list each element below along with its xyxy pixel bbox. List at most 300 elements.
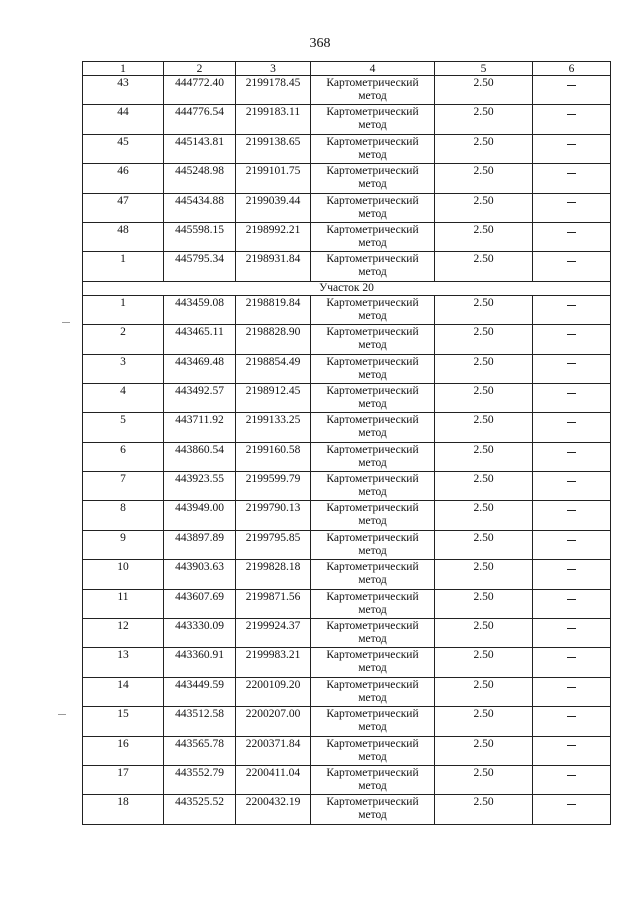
method-line-1: Картометрический [326,737,419,750]
method-cell [311,413,435,442]
y-coordinate-text: 2199983.21 [245,649,301,662]
x-coordinate [164,736,236,765]
point-number-text: 14 [117,678,129,691]
y-coordinate-text: 2199133.25 [245,414,301,427]
point-number [83,677,164,706]
x-coordinate [164,530,236,559]
point-number [83,707,164,736]
method-line-1: Картометрический [326,502,419,515]
point-number-text: 47 [117,194,129,207]
dash-mark [533,560,610,574]
accuracy-value [435,530,533,559]
point-number-text: 48 [117,223,129,236]
y-coordinate [236,193,311,222]
point-number [83,619,164,648]
method-line-1: Картометрический [326,678,419,691]
x-coordinate-text: 443465.11 [175,326,224,339]
note-cell [533,193,611,222]
dash-line [567,510,576,511]
accuracy-value-text: 2.50 [473,590,494,603]
point-number-text: 1 [120,296,126,309]
point-number [83,530,164,559]
method-line-1: Картометрический [326,620,419,633]
table-row [83,472,611,501]
method-line-2: метод [358,207,387,220]
point-number [83,765,164,794]
accuracy-value [435,765,533,794]
point-number [83,589,164,618]
y-coordinate [236,325,311,354]
method-text [311,590,434,617]
dash-line [567,687,576,688]
method-line-2: метод [358,633,387,646]
method-line-1: Картометрический [326,766,419,779]
point-number-text: 10 [117,561,129,574]
dash-line [567,716,576,717]
method-line-1: Картометрический [326,708,419,721]
method-cell [311,164,435,193]
accuracy-value-text: 2.50 [473,384,494,397]
y-coordinate [236,648,311,677]
accuracy-value-text: 2.50 [473,766,494,779]
dash-mark [533,355,610,369]
accuracy-value-text: 2.50 [473,708,494,721]
x-coordinate-text: 443711.92 [175,414,224,427]
method-line-2: метод [358,544,387,557]
accuracy-value [435,413,533,442]
point-number-text: 16 [117,737,129,750]
table-row [83,501,611,530]
accuracy-value-text: 2.50 [473,326,494,339]
table-row [83,222,611,251]
y-coordinate [236,354,311,383]
point-number-text: 8 [120,502,126,515]
method-line-1: Картометрический [326,165,419,178]
method-text [311,252,434,279]
x-coordinate [164,589,236,618]
accuracy-value-text: 2.50 [473,296,494,309]
table-row [83,354,611,383]
accuracy-value [435,76,533,105]
method-line-2: метод [358,456,387,469]
point-number-text: 15 [117,708,129,721]
method-line-2: метод [358,750,387,763]
point-number-text: 5 [120,414,126,427]
method-line-1: Картометрический [326,135,419,148]
method-text [311,707,434,734]
accuracy-value [435,442,533,471]
method-cell [311,193,435,222]
table-row [83,795,611,824]
table-row [83,413,611,442]
dash-mark [533,164,610,178]
accuracy-value-text: 2.50 [473,737,494,750]
scan-artifact-mark [58,714,66,715]
y-coordinate-text: 2199599.79 [245,473,301,486]
method-text [311,472,434,499]
dash-mark [533,766,610,780]
x-coordinate-text: 445795.34 [175,253,224,266]
dash-line [567,85,576,86]
method-text [311,648,434,675]
method-line-2: метод [358,397,387,410]
y-coordinate-text: 2198819.84 [245,296,301,309]
dash-mark [533,135,610,149]
method-line-1: Картометрический [326,384,419,397]
y-coordinate-text: 2198992.21 [245,223,301,236]
note-cell [533,765,611,794]
note-cell [533,295,611,324]
y-coordinate-text: 2199138.65 [245,135,301,148]
dash-line [567,305,576,306]
note-cell [533,252,611,281]
method-line-1: Картометрический [326,414,419,427]
x-coordinate [164,105,236,134]
y-coordinate-text: 2199160.58 [245,443,301,456]
y-coordinate-text: 2200109.20 [245,678,301,691]
table-row [83,164,611,193]
accuracy-value [435,134,533,163]
table-row [83,736,611,765]
method-line-2: метод [358,266,387,279]
x-coordinate-text: 443512.58 [175,708,224,721]
x-coordinate [164,560,236,589]
accuracy-value-text: 2.50 [473,194,494,207]
x-coordinate-text: 445143.81 [175,135,224,148]
accuracy-value [435,736,533,765]
method-line-1: Картометрический [326,77,419,89]
x-coordinate [164,164,236,193]
note-cell [533,736,611,765]
method-line-1: Картометрический [326,531,419,544]
method-line-1: Картометрический [326,355,419,368]
method-line-2: метод [358,691,387,704]
dash-line [567,569,576,570]
method-cell [311,252,435,281]
dash-line [567,599,576,600]
method-cell [311,325,435,354]
y-coordinate-text: 2198912.45 [245,384,301,397]
dash-line [567,657,576,658]
y-coordinate [236,795,311,824]
x-coordinate [164,501,236,530]
point-number-text: 43 [117,77,129,89]
x-coordinate [164,295,236,324]
point-number [83,383,164,412]
point-number [83,325,164,354]
x-coordinate-text: 443897.89 [175,531,224,544]
table-row [83,325,611,354]
method-cell [311,472,435,501]
y-coordinate-text: 2199871.56 [245,590,301,603]
point-number-text: 45 [117,135,129,148]
method-line-2: метод [358,368,387,381]
note-cell [533,354,611,383]
method-text [311,795,434,822]
method-cell [311,707,435,736]
x-coordinate [164,677,236,706]
x-coordinate-text: 443860.54 [175,443,224,456]
y-coordinate [236,413,311,442]
point-number-text: 3 [120,355,126,368]
method-line-2: метод [358,236,387,249]
accuracy-value [435,164,533,193]
x-coordinate [164,134,236,163]
dash-line [567,363,576,364]
note-cell [533,472,611,501]
note-cell [533,383,611,412]
x-coordinate-text: 443903.63 [175,561,224,574]
y-coordinate [236,501,311,530]
method-line-2: метод [358,574,387,587]
table-row [83,677,611,706]
x-coordinate-text: 444772.40 [175,77,224,89]
method-text [311,223,434,250]
dash-mark [533,76,610,90]
point-number [83,252,164,281]
accuracy-value-text: 2.50 [473,678,494,691]
accuracy-value [435,589,533,618]
x-coordinate-text: 445434.88 [175,194,224,207]
dash-mark [533,413,610,427]
accuracy-value-text: 2.50 [473,77,494,89]
column-header-2: 2 [164,62,236,76]
x-coordinate [164,765,236,794]
dash-mark [533,619,610,633]
x-coordinate [164,413,236,442]
point-number-text: 13 [117,649,129,662]
point-number [83,295,164,324]
y-coordinate [236,222,311,251]
dash-line [567,261,576,262]
method-text [311,384,434,411]
y-coordinate [236,134,311,163]
method-text [311,678,434,705]
accuracy-value-text: 2.50 [473,531,494,544]
x-coordinate [164,222,236,251]
table-row [83,589,611,618]
note-cell [533,589,611,618]
table-header [83,62,611,76]
y-coordinate-text: 2200411.04 [245,766,301,779]
note-cell [533,76,611,105]
dash-mark [533,443,610,457]
accuracy-value [435,383,533,412]
dash-line [567,202,576,203]
method-line-2: метод [358,721,387,734]
accuracy-value [435,648,533,677]
method-cell [311,736,435,765]
y-coordinate [236,589,311,618]
table-row [83,134,611,163]
y-coordinate [236,707,311,736]
note-cell [533,105,611,134]
y-coordinate-text: 2200371.84 [245,737,301,750]
dash-line [567,745,576,746]
accuracy-value-text: 2.50 [473,355,494,368]
dash-line [567,334,576,335]
x-coordinate [164,472,236,501]
method-text [311,766,434,793]
method-cell [311,589,435,618]
x-coordinate-text: 443607.69 [175,590,224,603]
point-number [83,442,164,471]
method-text [311,737,434,764]
y-coordinate-text: 2200432.19 [245,796,301,809]
point-number-text: 4 [120,384,126,397]
note-cell [533,677,611,706]
method-line-2: метод [358,119,387,132]
table-row [83,193,611,222]
note-cell [533,134,611,163]
y-coordinate-text: 2199039.44 [245,194,301,207]
method-text [311,296,434,323]
x-coordinate-text: 443449.59 [175,678,224,691]
method-cell [311,795,435,824]
table-row [83,707,611,736]
point-number [83,222,164,251]
x-coordinate [164,707,236,736]
method-text [311,531,434,558]
dash-line [567,452,576,453]
method-text [311,443,434,470]
point-number [83,501,164,530]
accuracy-value [435,193,533,222]
note-cell [533,222,611,251]
accuracy-value-text: 2.50 [473,473,494,486]
dash-mark [533,707,610,721]
accuracy-value-text: 2.50 [473,561,494,574]
dash-mark [533,472,610,486]
page-number: 368 [309,36,331,51]
dash-mark [533,531,610,545]
y-coordinate-text: 2199828.18 [245,561,301,574]
y-coordinate [236,383,311,412]
section-row [83,281,611,295]
note-cell [533,795,611,824]
point-number [83,76,164,105]
point-number [83,413,164,442]
point-number-text: 17 [117,766,129,779]
method-text [311,164,434,191]
accuracy-value-text: 2.50 [473,253,494,266]
table-row [83,648,611,677]
accuracy-value [435,707,533,736]
table-body [83,76,611,825]
method-cell [311,295,435,324]
dash-line [567,628,576,629]
method-line-1: Картометрический [326,796,419,809]
method-line-2: метод [358,178,387,191]
y-coordinate [236,530,311,559]
note-cell [533,707,611,736]
column-header-6: 6 [533,62,611,76]
method-cell [311,383,435,412]
point-number-text: 46 [117,165,129,178]
x-coordinate [164,619,236,648]
y-coordinate [236,472,311,501]
y-coordinate [236,677,311,706]
x-coordinate-text: 443923.55 [175,473,224,486]
accuracy-value-text: 2.50 [473,620,494,633]
note-cell [533,560,611,589]
dash-line [567,144,576,145]
method-cell [311,501,435,530]
method-line-1: Картометрический [326,253,419,266]
x-coordinate-text: 445248.98 [175,165,224,178]
y-coordinate-text: 2199101.75 [245,165,301,178]
x-coordinate-text: 443330.09 [175,620,224,633]
point-number-text: 6 [120,443,126,456]
dash-line [567,775,576,776]
column-header-4: 4 [311,62,435,76]
dash-mark [533,590,610,604]
accuracy-value [435,795,533,824]
accuracy-value [435,619,533,648]
dash-mark [533,223,610,237]
point-number-text: 2 [120,326,126,339]
point-number-text: 12 [117,620,129,633]
method-line-1: Картометрический [326,561,419,574]
dash-line [567,804,576,805]
method-cell [311,619,435,648]
y-coordinate [236,76,311,105]
column-header-1: 1 [83,62,164,76]
y-coordinate-text: 2199795.85 [245,531,301,544]
accuracy-value-text: 2.50 [473,414,494,427]
method-cell [311,765,435,794]
x-coordinate-text: 443552.79 [175,766,224,779]
x-coordinate [164,648,236,677]
y-coordinate-text: 2199178.45 [245,77,301,89]
table-row [83,295,611,324]
method-line-1: Картометрический [326,194,419,207]
dash-mark [533,795,610,809]
note-cell [533,501,611,530]
method-line-2: метод [358,148,387,161]
method-line-2: метод [358,603,387,616]
y-coordinate [236,105,311,134]
method-cell [311,530,435,559]
method-line-2: метод [358,486,387,499]
method-line-2: метод [358,515,387,528]
method-line-1: Картометрический [326,296,419,309]
x-coordinate-text: 443492.57 [175,384,224,397]
point-number-text: 9 [120,531,126,544]
y-coordinate [236,765,311,794]
point-number-text: 44 [117,106,129,119]
x-coordinate [164,354,236,383]
y-coordinate-text: 2199790.13 [245,502,301,515]
note-cell [533,164,611,193]
method-line-1: Картометрический [326,223,419,236]
accuracy-value-text: 2.50 [473,502,494,515]
dash-mark [533,105,610,119]
dash-mark [533,648,610,662]
point-number [83,105,164,134]
y-coordinate [236,164,311,193]
method-text [311,501,434,528]
method-line-2: метод [358,427,387,440]
dash-mark [533,737,610,751]
x-coordinate-text: 443360.91 [175,649,224,662]
scan-artifact-mark [62,322,70,323]
section-title: Участок 20 [83,281,611,295]
coordinates-table [82,61,611,825]
note-cell [533,648,611,677]
y-coordinate [236,295,311,324]
column-header-3: 3 [236,62,311,76]
